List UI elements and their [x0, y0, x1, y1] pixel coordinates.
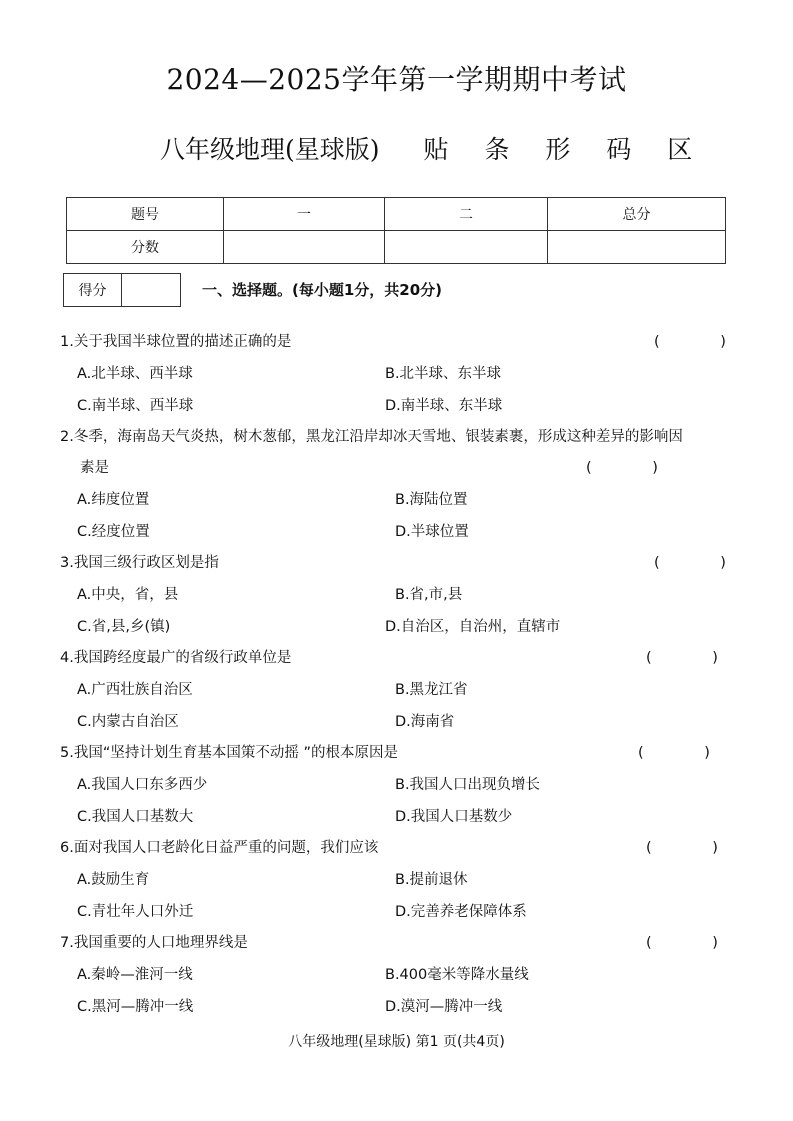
question-stem: 4.我国跨经度最广的省级行政单位是	[60, 650, 292, 666]
exam-title: 2024—2025学年第一学期期中考试	[166, 63, 627, 96]
option-c: C.内蒙古自治区	[77, 714, 179, 730]
option-a: A.我国人口东多西少	[77, 777, 208, 793]
option-c: C.黑河—腾冲一线	[77, 999, 194, 1015]
question-4	[60, 643, 746, 738]
answer-blank[interactable]: ( )	[654, 334, 754, 350]
option-d: D.南半球、东半球	[385, 398, 503, 414]
question-stem: 5.我国“坚持计划生育基本国策不动摇 ”的根本原因是	[60, 745, 398, 761]
answer-blank[interactable]: ( )	[646, 840, 746, 856]
answer-blank[interactable]: ( )	[654, 555, 754, 571]
option-b: B.提前退休	[395, 872, 468, 888]
option-c: C.省,县,乡(镇)	[77, 619, 171, 635]
question-list	[60, 327, 754, 1023]
defen-label: 得分	[64, 274, 122, 306]
question-stem: 7.我国重要的人口地理界线是	[60, 935, 248, 951]
option-d: D.海南省	[395, 714, 455, 730]
option-b: B.黑龙江省	[395, 682, 468, 698]
option-d: D.我国人口基数少	[395, 809, 513, 825]
option-a: A.纬度位置	[77, 492, 150, 508]
option-d: D.自治区，自治州，直辖市	[385, 619, 561, 635]
page-footer: 八年级地理(星球版) 第1 页(共4页)	[288, 1034, 505, 1050]
score-table-header-row	[67, 198, 726, 231]
option-b: B.北半球、东半球	[385, 366, 502, 382]
option-b: B.海陆位置	[395, 492, 468, 508]
option-b: B.省,市,县	[395, 587, 463, 603]
option-d: D.漠河—腾冲一线	[385, 999, 503, 1015]
defen-box	[63, 273, 181, 307]
question-5	[60, 738, 740, 833]
question-stem: 6.面对我国人口老龄化日益严重的问题，我们应该	[60, 840, 379, 856]
option-a: A.广西壮族自治区	[77, 682, 193, 698]
option-b: B.我国人口出现负增长	[395, 777, 541, 793]
score-cell-tihao: 题号	[67, 198, 224, 231]
score-input-part2[interactable]	[385, 231, 548, 264]
option-c: C.青壮年人口外迁	[77, 904, 194, 920]
answer-blank[interactable]: ( )	[646, 935, 746, 951]
question-3	[60, 548, 754, 643]
answer-blank[interactable]: ( )	[638, 745, 738, 761]
question-6	[60, 833, 746, 928]
option-b: B.400毫米等降水量线	[385, 967, 529, 983]
option-a: A.北半球、西半球	[77, 366, 193, 382]
score-table	[66, 197, 726, 264]
answer-blank[interactable]: ( )	[646, 650, 746, 666]
exam-subtitle	[160, 130, 706, 166]
defen-input[interactable]	[122, 274, 180, 306]
option-a: A.中央，省，县	[77, 587, 179, 603]
score-cell-part2: 二	[385, 198, 548, 231]
question-stem-line1: 2.冬季，海南岛天气炎热，树木葱郁，黑龙江沿岸却冰天雪地、银装素裹，形成这种差异的影响因	[60, 429, 683, 445]
score-cell-fenshu: 分数	[67, 231, 224, 264]
option-c: C.南半球、西半球	[77, 398, 194, 414]
score-input-part1[interactable]	[224, 231, 385, 264]
score-table-score-row	[67, 231, 726, 264]
option-a: A.秦岭—淮河一线	[77, 967, 193, 983]
option-d: D.半球位置	[395, 524, 469, 540]
option-d: D.完善养老保障体系	[395, 904, 527, 920]
question-stem: 3.我国三级行政区划是指	[60, 555, 219, 571]
option-c: C.经度位置	[77, 524, 150, 540]
option-a: A.鼓励生育	[77, 872, 150, 888]
question-stem: 1.关于我国半球位置的描述正确的是	[60, 334, 292, 350]
question-stem-line2: 素是	[80, 460, 109, 476]
question-2	[60, 422, 740, 548]
option-c: C.我国人口基数大	[77, 809, 194, 825]
score-cell-part1: 一	[224, 198, 385, 231]
question-1	[60, 327, 754, 422]
question-7	[60, 928, 746, 1023]
subject-label: 八年级地理(星球版)	[160, 135, 380, 164]
barcode-area-label: 贴 条 形 码 区	[423, 135, 707, 164]
answer-blank[interactable]: ( )	[586, 460, 686, 476]
section-title: 一、选择题。(每小题1分，共20分)	[202, 281, 443, 299]
score-cell-total: 总分	[548, 198, 726, 231]
score-input-total[interactable]	[548, 231, 726, 264]
